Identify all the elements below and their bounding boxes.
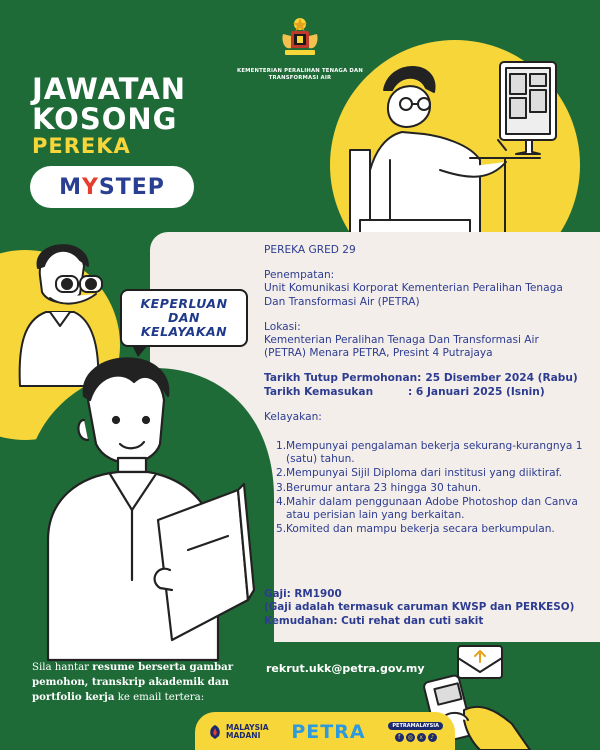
tiktok-icon[interactable]: ♪	[428, 733, 437, 742]
mystep-logo-m: M	[59, 174, 82, 200]
qualification-list	[276, 440, 584, 536]
title-line-1: JAWATAN	[32, 72, 187, 106]
list-item: 1. Mempunyai pengalaman bekerja sekurang-kurangnya 1 (satu) tahun.	[276, 440, 583, 466]
closing-date-value: 25 Disember 2024 (Rabu)	[425, 372, 578, 385]
location-section	[264, 321, 584, 361]
job-details	[264, 244, 584, 537]
social-handle: PETRAMALAYSIA	[388, 722, 443, 730]
speech-line-2: DAN	[167, 310, 200, 325]
location-label: Lokasi:	[264, 320, 301, 333]
social-media-block	[388, 722, 443, 742]
benefits: Kemudahan: Cuti rehat dan cuti sakit	[264, 614, 484, 627]
salary-section	[264, 588, 584, 628]
man-reading-document-illustration	[48, 340, 258, 660]
placement-value: Unit Komunikasi Korporat Kementerian Peralihan Tenaga Dan Transformasi Air (PETRA)	[264, 282, 563, 308]
malaysia-madani-logo: MALAYSIA MADANI	[207, 724, 269, 740]
social-icons	[395, 733, 437, 742]
madani-emblem-icon	[207, 724, 223, 740]
qualification-label: Kelayakan:	[264, 410, 322, 423]
placement-section	[264, 269, 584, 309]
coat-of-arms-icon	[277, 14, 323, 60]
required-documents: resume berserta gambar pemohon, transkrip akademik dan portfolio kerja	[32, 661, 234, 703]
closing-date-label: Tarikh Tutup Permohonan:	[264, 372, 422, 385]
requirements-speech-bubble	[120, 289, 248, 347]
entry-date-value: : 6 Januari 2025 (Isnin)	[408, 385, 545, 398]
entry-date-row	[264, 386, 584, 399]
speech-line-1: KEPERLUAN	[140, 296, 228, 311]
placement-label: Penempatan:	[264, 269, 335, 282]
list-item: 5. Komited dan mampu bekerja secara berkumpulan.	[276, 523, 555, 536]
footer-logo-strip	[195, 712, 455, 750]
salary: Gaji: RM1900	[264, 588, 342, 600]
mystep-logo	[30, 166, 194, 208]
application-instructions: Sila hantar resume berserta gambar pemohon, transkrip akademik dan portfolio kerja ke email tertera:	[32, 661, 234, 703]
x-twitter-icon[interactable]: x	[417, 733, 426, 742]
position-title: PEREKA GRED 29	[264, 244, 356, 256]
email-address[interactable]: rekrut.ukk@petra.gov.my	[266, 662, 425, 675]
page-title	[32, 74, 186, 134]
designer-at-computer-illustration	[330, 40, 580, 260]
speech-line-3: KELAYAKAN	[140, 324, 228, 339]
dates-section	[264, 372, 584, 398]
list-item: 4. Mahir dalam penggunaan Adobe Photoshop dan Canva atau perisian lain yang berkaitan.	[276, 495, 578, 522]
facebook-icon[interactable]: f	[395, 733, 404, 742]
job-role-heading: PEREKA	[32, 134, 131, 158]
list-item: 2. Mempunyai Sijil Diploma dari institusi yang diiktiraf.	[276, 467, 562, 480]
petra-logo: PETRA	[291, 721, 366, 743]
instagram-icon[interactable]: ◎	[407, 734, 413, 741]
entry-date-label: Tarikh Kemasukan	[264, 385, 374, 398]
ministry-name: KEMENTERIAN PERALIHAN TENAGA DAN TRANSFORMASI AIR	[237, 68, 363, 81]
mystep-logo-step: STEP	[98, 174, 165, 200]
location-value: Kementerian Peralihan Tenaga Dan Transformasi Air (PETRA) Menara PETRA, Presint 4 Putrajaya	[264, 334, 539, 360]
title-line-2: KOSONG	[32, 102, 178, 136]
mystep-logo-y: Y	[81, 174, 99, 200]
list-item: 3. Berumur antara 23 hingga 30 tahun.	[276, 481, 482, 494]
closing-date-row	[264, 372, 584, 385]
salary-note: (Gaji adalah termasuk caruman KWSP dan PERKESO)	[264, 601, 575, 614]
